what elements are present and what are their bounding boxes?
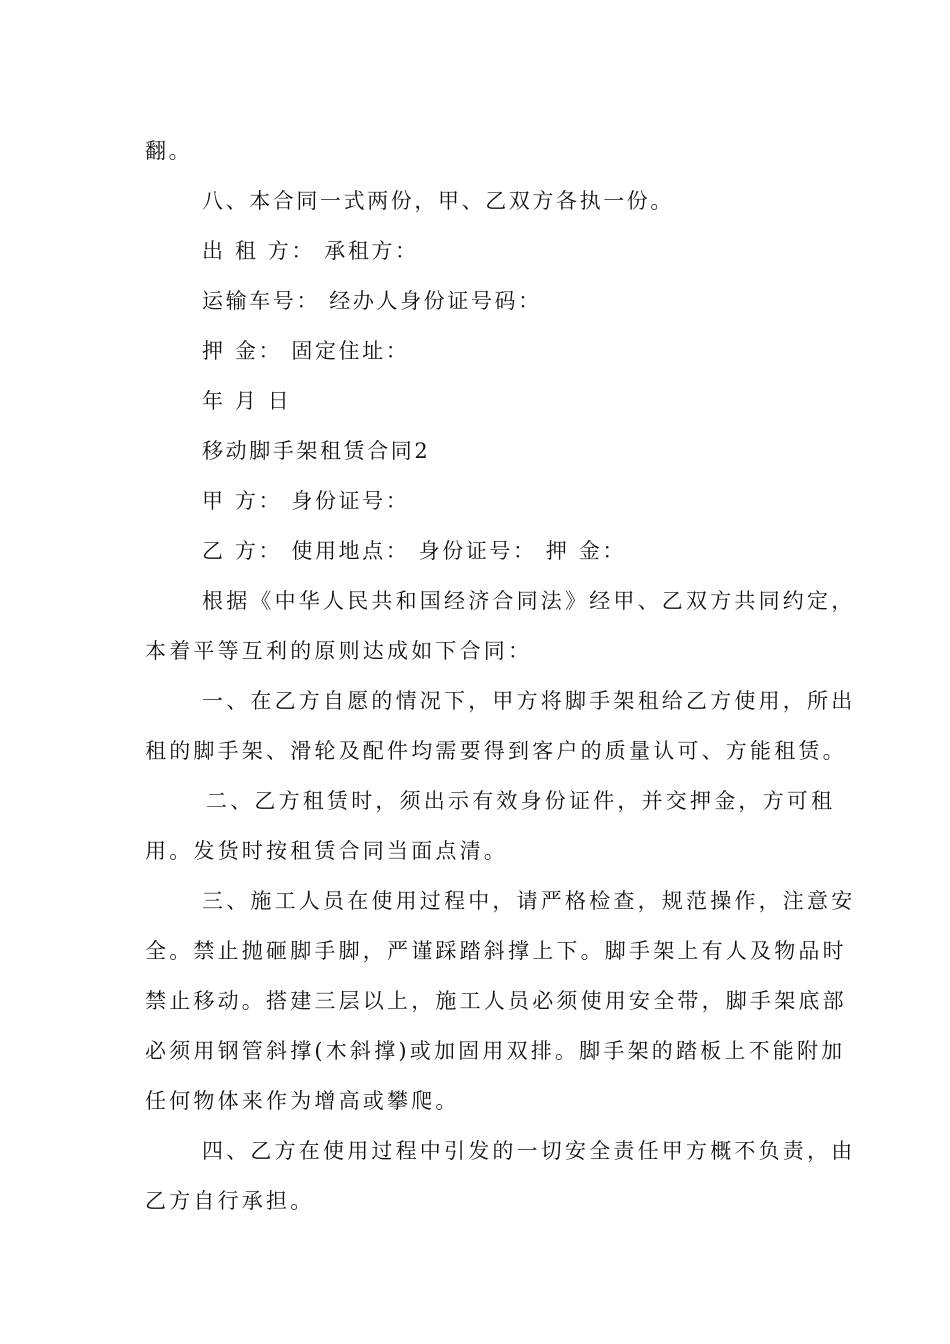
preamble-line-2: 本着平等互利的原则达成如下合同： <box>145 639 533 663</box>
clause-four-line-2: 乙方自行承担。 <box>145 1189 315 1213</box>
lessor-signature-line: 出 租 方： 承租方： <box>202 239 419 263</box>
clause-two-line-2: 用。发货时按租赁合同当面点清。 <box>145 839 508 863</box>
clause-one-line-1: 一、在乙方自愿的情况下，甲方将脚手架租给乙方使用，所出 <box>202 689 856 713</box>
clause-four-line-1: 四、乙方在使用过程中引发的一切安全责任甲方概不负责，由 <box>202 1139 856 1163</box>
date-line: 年 月 日 <box>202 389 292 413</box>
party-a-line: 甲 方： 身份证号： <box>202 489 410 513</box>
clause-two-line-1: 二、乙方租赁时，须出示有效身份证件，并交押金，方可租 <box>206 789 836 813</box>
vehicle-number-line: 运输车号： 经办人身份证号码： <box>202 289 542 313</box>
clause-one-line-2: 租的脚手架、滑轮及配件均需要得到客户的质量认可、方能租赁。 <box>145 739 847 763</box>
clause-three-line-5: 任何物体来作为增高或攀爬。 <box>145 1089 460 1113</box>
clause-eight: 八、本合同一式两份，甲、乙双方各执一份。 <box>202 189 674 213</box>
clause-three-line-2: 全。禁止抛砸脚手脚，严谨踩踏斜撑上下。脚手架上有人及物品时 <box>145 939 847 963</box>
clause-three-line-3: 禁止移动。搭建三层以上，施工人员必须使用安全带，脚手架底部 <box>145 989 847 1013</box>
clause-three-line-1: 三、施工人员在使用过程中，请严格检查，规范操作，注意安 <box>202 889 856 913</box>
party-b-line: 乙 方： 使用地点： 身份证号： 押 金： <box>202 539 626 563</box>
contract-title: 移动脚手架租赁合同2 <box>202 439 431 463</box>
text-line-continuation: 翻。 <box>145 139 193 163</box>
clause-three-line-4: 必须用钢管斜撑(木斜撑)或加固用双排。脚手架的踏板上不能附加 <box>145 1039 846 1063</box>
preamble-line-1: 根据《中华人民共和国经济合同法》经甲、乙双方共同约定， <box>202 589 856 613</box>
deposit-address-line: 押 金： 固定住址： <box>202 339 410 363</box>
